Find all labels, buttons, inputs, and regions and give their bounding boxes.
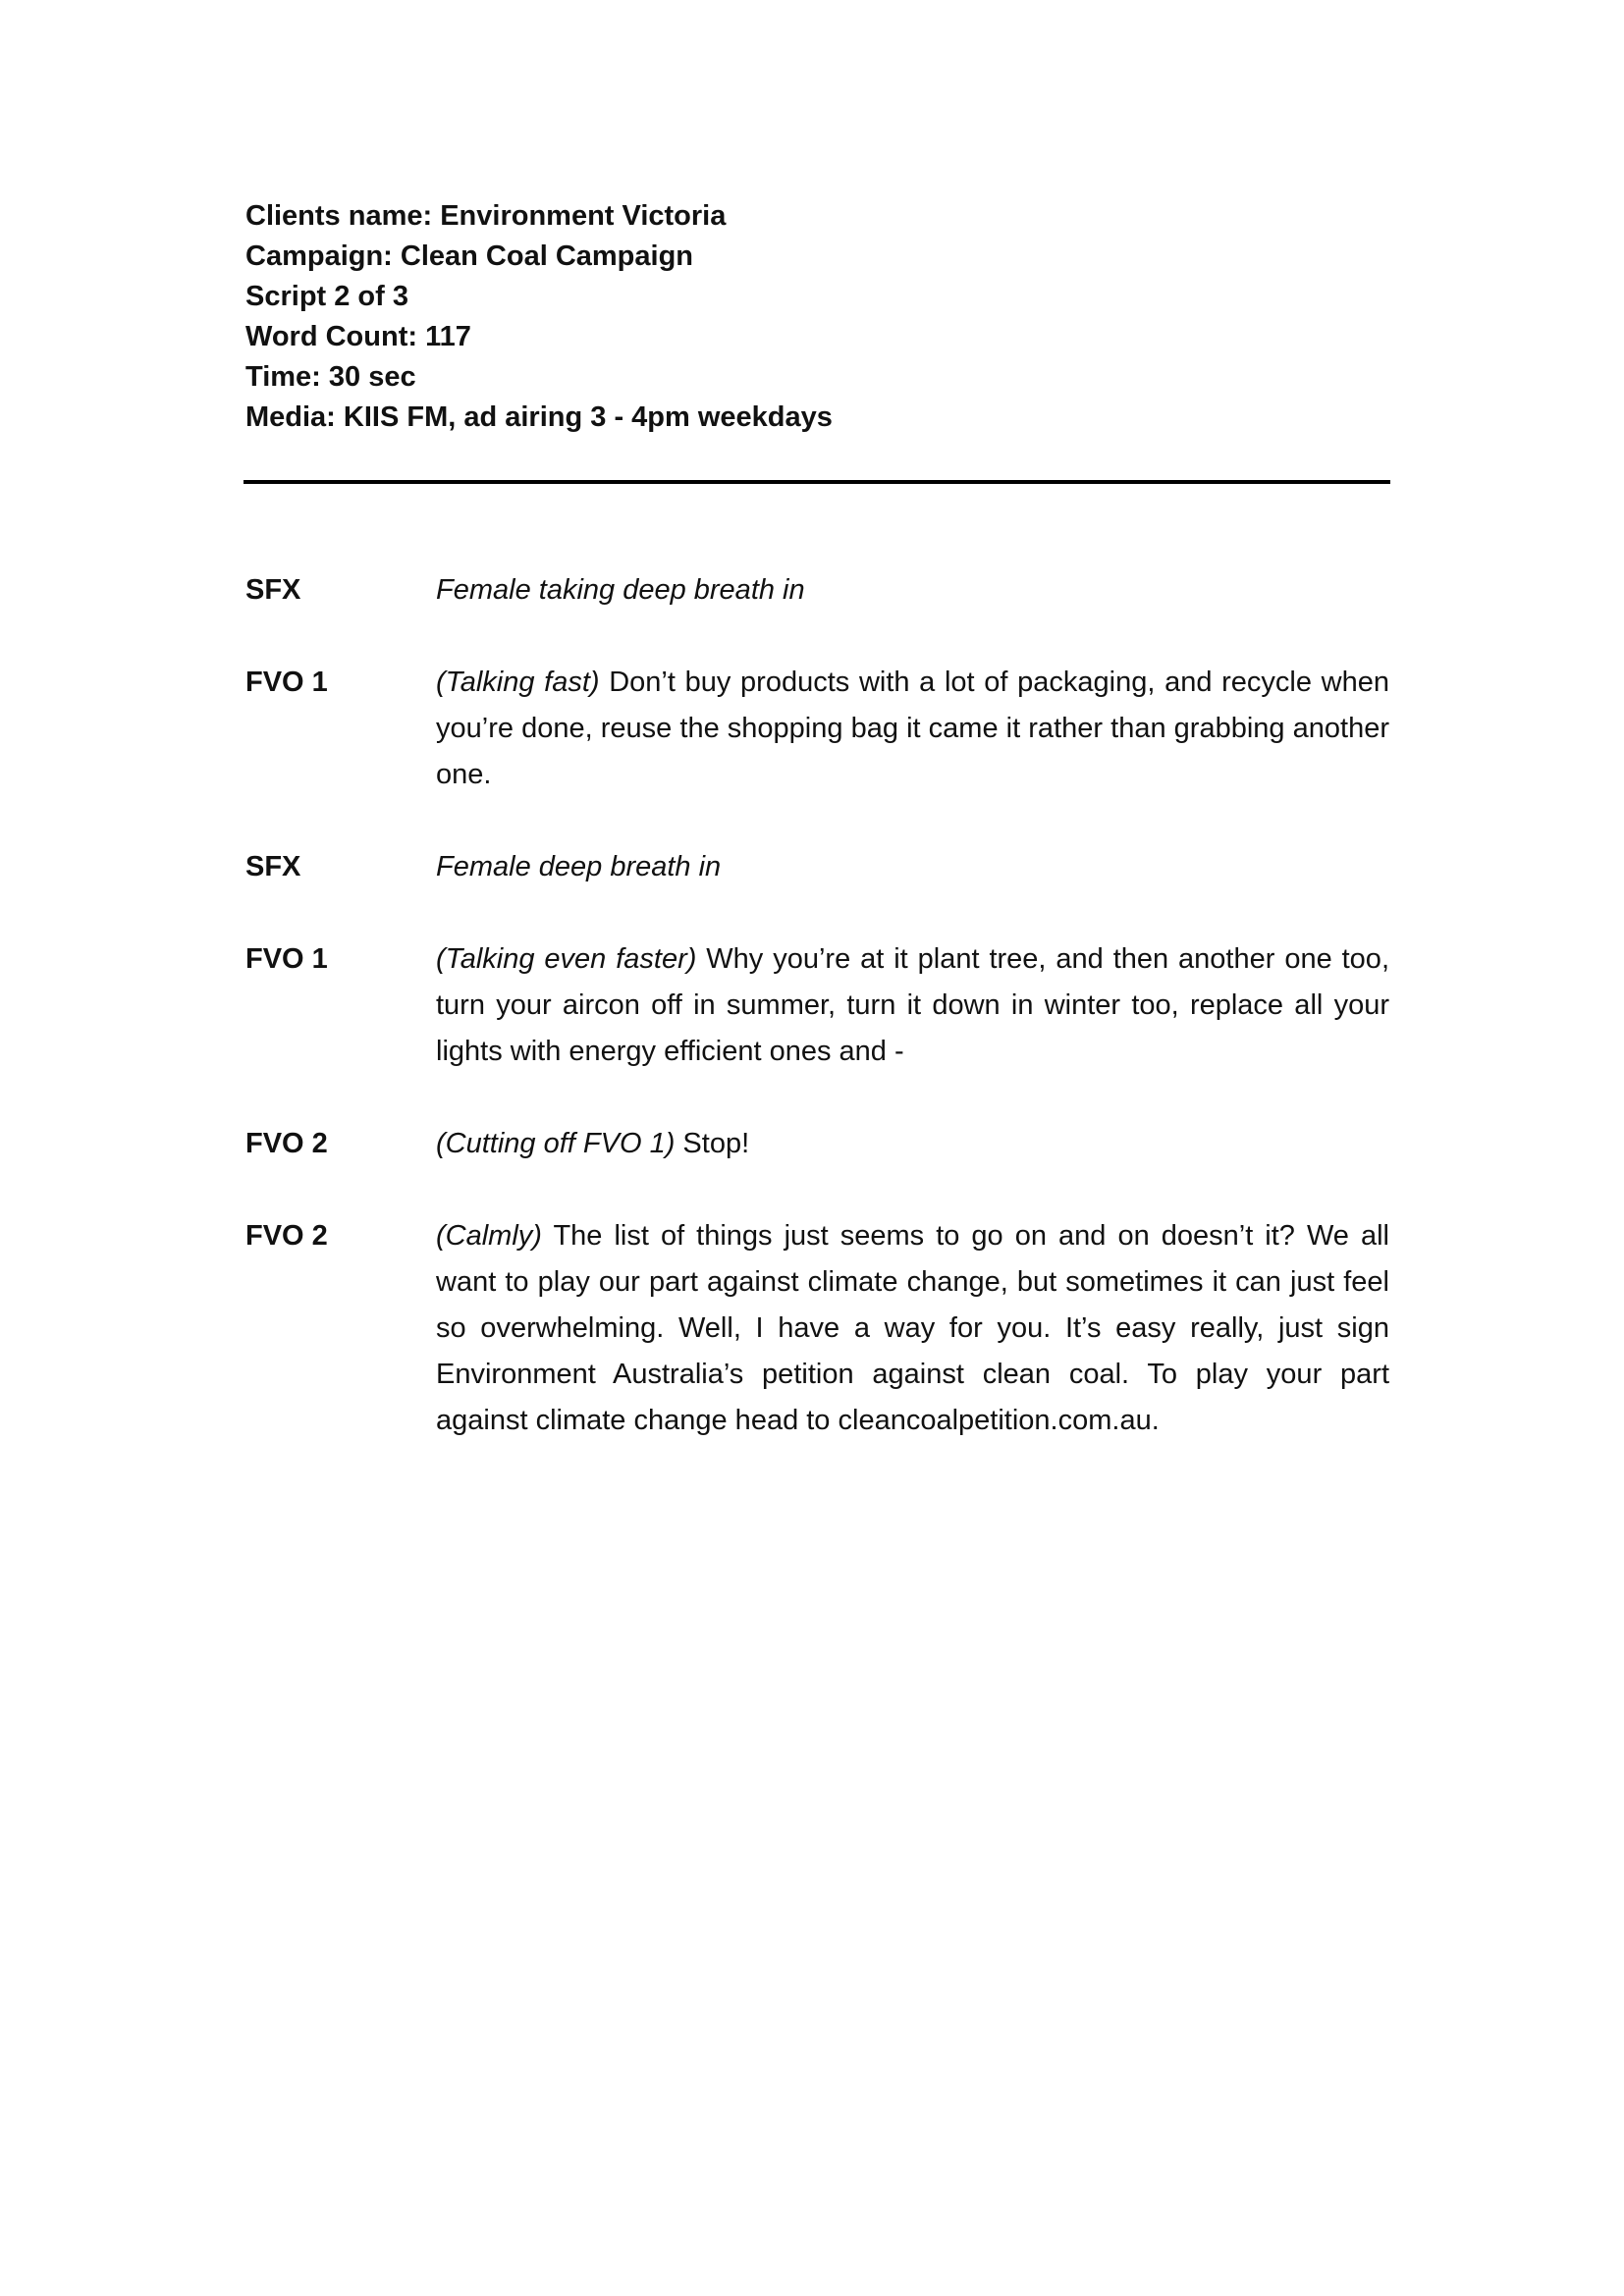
role-label: SFX	[245, 851, 301, 882]
stage-direction: (Calmly)	[436, 1220, 542, 1252]
script-row-fvo1-b	[245, 936, 1389, 1075]
script-row-fvo2-b	[245, 1213, 1389, 1444]
header-divider	[244, 480, 1390, 484]
script-body	[245, 567, 1389, 1444]
role-label: FVO 1	[245, 943, 328, 975]
stage-direction: (Talking fast)	[436, 667, 600, 698]
stage-direction: Female taking deep breath in	[436, 574, 805, 606]
script-line	[436, 1121, 1389, 1167]
role-label: FVO 2	[245, 1220, 328, 1252]
time-length: Time: 30 sec	[245, 361, 416, 393]
script-line	[436, 1213, 1389, 1444]
dialogue-text: Don’t buy products with a lot of packaging, and recycle when you’re done, reuse the shopping bag it came it rather than grabbing another one.	[436, 667, 1390, 790]
role-label: FVO 1	[245, 667, 328, 698]
client-name: Clients name: Environment Victoria	[245, 200, 727, 232]
role-label: FVO 2	[245, 1128, 328, 1159]
stage-direction: Female deep breath in	[436, 851, 722, 882]
script-line	[436, 660, 1389, 798]
media-info: Media: KIIS FM, ad airing 3 - 4pm weekdays	[245, 401, 833, 433]
stage-direction: (Talking even faster)	[436, 943, 697, 975]
stage-direction: (Cutting off FVO 1)	[436, 1128, 676, 1159]
script-row-sfx-1	[245, 567, 1389, 614]
dialogue-text: Stop!	[675, 1128, 750, 1159]
script-line	[436, 567, 1389, 614]
script-number: Script 2 of 3	[245, 281, 408, 312]
script-line	[436, 936, 1389, 1075]
campaign-name: Campaign: Clean Coal Campaign	[245, 240, 694, 272]
script-line	[436, 844, 1389, 890]
script-row-fvo2-a	[245, 1121, 1389, 1167]
dialogue-text: The list of things just seems to go on and on doesn’t it? We all want to play our part against climate change, but sometimes it can just feel so overwhelming. Well, I have a way for you. It’s easy really, just sign Environment Australia’s petition against clean coal. To play your part against climate change head to cleancoalpetition.com.au.	[436, 1220, 1389, 1436]
word-count: Word Count: 117	[245, 321, 471, 352]
role-label: SFX	[245, 574, 301, 606]
script-row-fvo1-a	[245, 660, 1389, 798]
script-row-sfx-2	[245, 844, 1389, 890]
script-header	[245, 196, 1394, 438]
dialogue-text: Why you’re at it plant tree, and then another one too, turn your aircon off in summer, turn it down in winter too, replace all your lights with energy efficient ones and -	[436, 943, 1389, 1067]
